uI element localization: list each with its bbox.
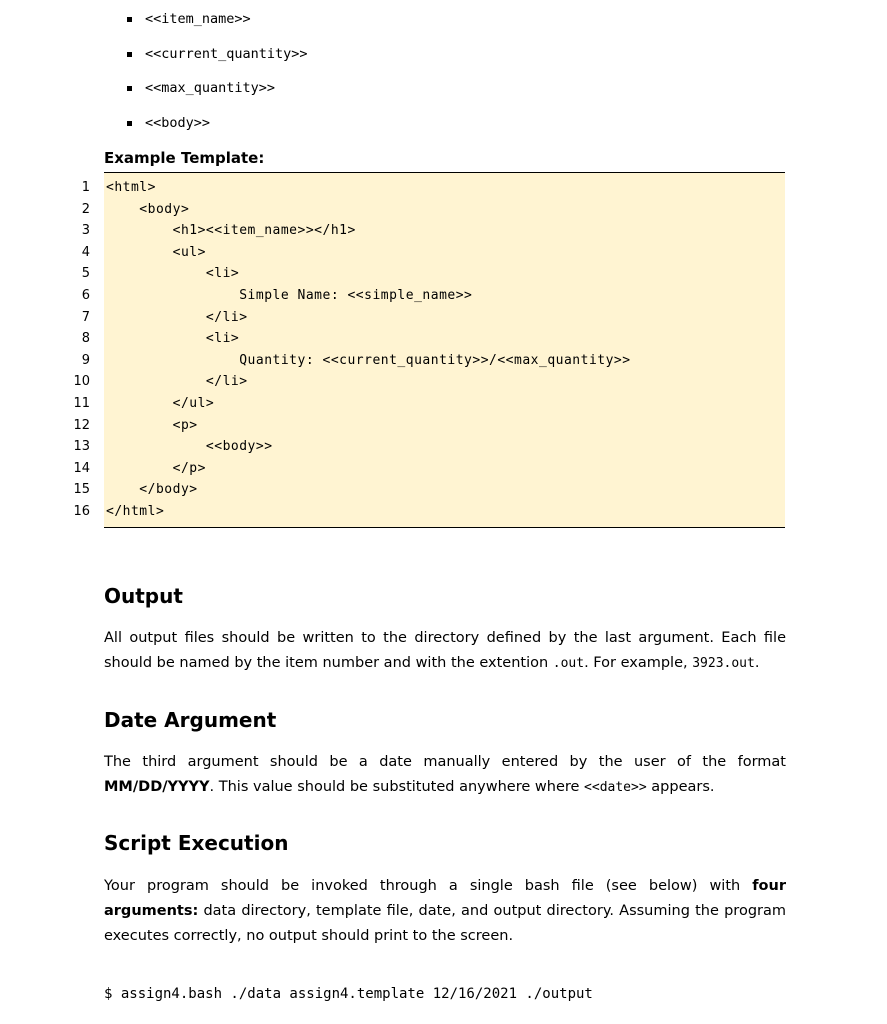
bullet-icon: [127, 86, 132, 91]
code-line: <li>: [106, 331, 240, 347]
line-number: 3: [81, 223, 90, 239]
code-line: <h1><<item_name>></h1>: [106, 223, 356, 239]
date-format: MM/DD/YYYY: [104, 779, 210, 795]
code-line: <html>: [106, 180, 156, 195]
date-argument-heading: Date Argument: [104, 708, 277, 732]
output-text: .: [754, 655, 760, 671]
list-item: [127, 77, 308, 112]
script-execution-heading: Script Execution: [104, 831, 289, 855]
date-text: The third argument should be a date manually entered by the user of the format: [104, 754, 786, 770]
output-text: All output files should be written to the directory defined by the last argument. Each file should be named by the item number and with the extention: [104, 630, 786, 671]
list-item: [127, 8, 308, 43]
code-line: </p>: [106, 460, 206, 476]
list-item-text: <<item_name>>: [145, 11, 251, 27]
code-lines: [106, 177, 631, 523]
list-item-text: <<body>>: [145, 114, 211, 131]
bullet-icon: [127, 17, 132, 22]
line-number: 9: [81, 352, 90, 368]
code-line: <ul>: [106, 244, 206, 260]
example-template-label: Example Template:: [104, 149, 265, 167]
code-line: Simple Name: <<simple_name>>: [106, 287, 473, 303]
line-number: 2: [81, 201, 90, 217]
date-argument-paragraph: [104, 750, 786, 800]
list-item-text: <<max_quantity>>: [145, 80, 276, 97]
line-number: 13: [73, 439, 90, 455]
line-number: 11: [73, 395, 90, 411]
code-line: </body>: [106, 482, 198, 498]
four-arguments-text: four arguments:: [104, 878, 786, 919]
line-number: 10: [73, 374, 90, 390]
line-number: 14: [73, 460, 90, 476]
inline-code: 3923.out: [692, 656, 755, 671]
line-number: 4: [81, 244, 90, 260]
placeholder-list: [127, 8, 308, 146]
bullet-icon: [127, 52, 132, 57]
list-item: [127, 112, 308, 147]
line-number: 6: [81, 287, 90, 303]
code-line-numbers: [60, 177, 90, 523]
code-line: </ul>: [106, 395, 215, 411]
list-item-text: <<current_quantity>>: [145, 45, 308, 62]
date-text: . This value should be substituted anywhere where: [209, 779, 585, 795]
command-line: $ assign4.bash ./data assign4.template 12/16/2021 ./output: [104, 986, 593, 1002]
line-number: 7: [81, 309, 90, 325]
output-heading: Output: [104, 584, 183, 608]
line-number: 5: [81, 266, 90, 282]
code-line: </html>: [106, 503, 165, 519]
line-number: 16: [73, 503, 90, 519]
output-paragraph: [104, 626, 786, 676]
inline-code: .out: [552, 656, 585, 671]
list-item: [127, 43, 308, 78]
code-line: <p>: [106, 417, 198, 433]
line-number: 15: [73, 482, 90, 498]
code-line: <body>: [106, 201, 190, 217]
bullet-icon: [127, 121, 132, 126]
line-number: 12: [73, 417, 90, 433]
code-line: </li>: [106, 309, 248, 325]
output-text: . For example,: [584, 655, 693, 671]
line-number: 1: [81, 180, 90, 195]
line-number: 8: [81, 331, 90, 347]
date-text: appears.: [646, 779, 715, 795]
script-text: Your program should be invoked through a single bash file (see below) with: [104, 878, 753, 894]
inline-code: <<date>>: [584, 780, 647, 795]
code-line: <<body>>: [106, 439, 273, 455]
script-text: data directory, template file, date, and output directory. Assuming the program executes correctly, no output should print to the screen.: [104, 903, 786, 944]
code-line: <li>: [106, 266, 240, 282]
code-line: Quantity: <<current_quantity>>/<<max_quantity>>: [106, 352, 631, 368]
code-line: </li>: [106, 374, 248, 390]
script-execution-paragraph: [104, 874, 786, 949]
